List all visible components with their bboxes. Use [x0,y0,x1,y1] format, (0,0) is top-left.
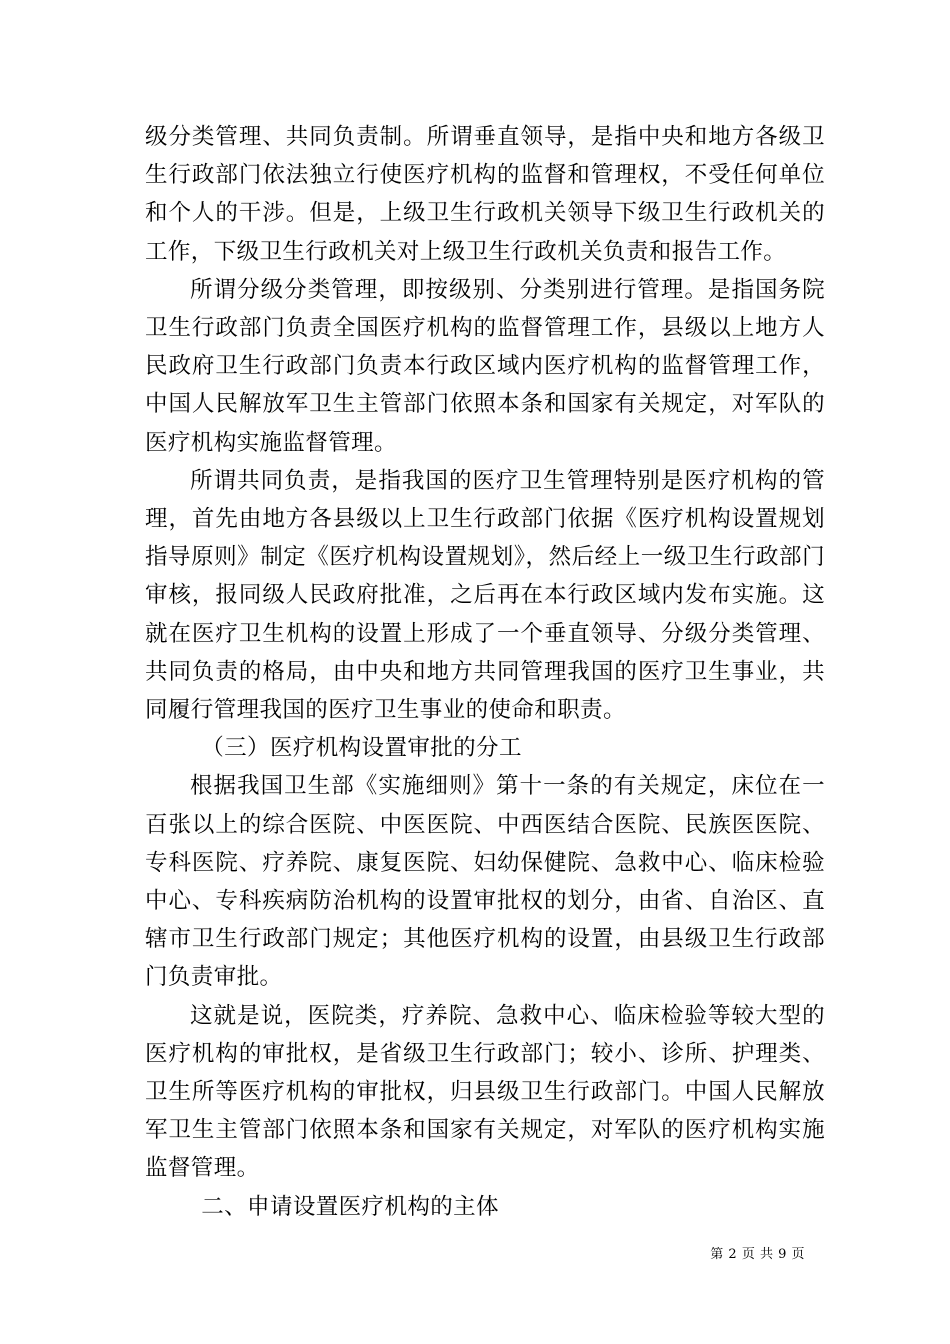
paragraph-approval-summary: 这就是说，医院类，疗养院、急救中心、临床检验等较大型的医疗机构的审批权，是省级卫生行政部门；较小、诊所、护理类、卫生所等医疗机构的审批权，归县级卫生行政部门。中国人民解放军卫生主管部门依照本条和国家有关规定，对军队的医疗机构实施监督管理。 [145,1002,825,1182]
paragraph-approval-rules: 根据我国卫生部《实施细则》第十一条的有关规定，床位在一百张以上的综合医院、中医医院、中西医结合医院、民族医医院、专科医院、疗养院、康复医院、妇幼保健院、急救中心、临床检验中心、专科疾病防治机构的设置审批权的划分，由省、自治区、直辖市卫生行政部门规定；其他医疗机构的设置，由县级卫生行政部门负责审批。 [145,773,825,991]
section-heading-applicant-subject: 二、申请设置医疗机构的主体 [201,1193,499,1220]
paragraph-vertical-leadership: 级分类管理、共同负责制。所谓垂直领导，是指中央和地方各级卫生行政部门依法独立行使医疗机构的监督和管理权，不受任何单位和个人的干涉。但是，上级卫生行政机关领导下级卫生行政机关的工作，下级卫生行政机关对上级卫生行政机关负责和报告工作。 [145,124,825,265]
section-heading-approval-division: （三）医疗机构设置审批的分工 [201,735,522,762]
page-number-footer: 第 2 页 共 9 页 [710,1247,805,1262]
paragraph-graded-management: 所谓分级分类管理，即按级别、分类别进行管理。是指国务院卫生行政部门负责全国医疗机构的监督管理工作，县级以上地方人民政府卫生行政部门负责本行政区域内医疗机构的监督管理工作，中国人民解放军卫生主管部门依照本条和国家有关规定，对军队的医疗机构实施监督管理。 [145,276,825,456]
paragraph-joint-responsibility: 所谓共同负责，是指我国的医疗卫生管理特别是医疗机构的管理，首先由地方各县级以上卫生行政部门依据《医疗机构设置规划指导原则》制定《医疗机构设置规划》，然后经上一级卫生行政部门审核，报同级人民政府批准，之后再在本行政区域内发布实施。这就在医疗卫生机构的设置上形成了一个垂直领导、分级分类管理、共同负责的格局，由中央和地方共同管理我国的医疗卫生事业，共同履行管理我国的医疗卫生事业的使命和职责。 [145,467,825,724]
document-body [145,118,825,1226]
